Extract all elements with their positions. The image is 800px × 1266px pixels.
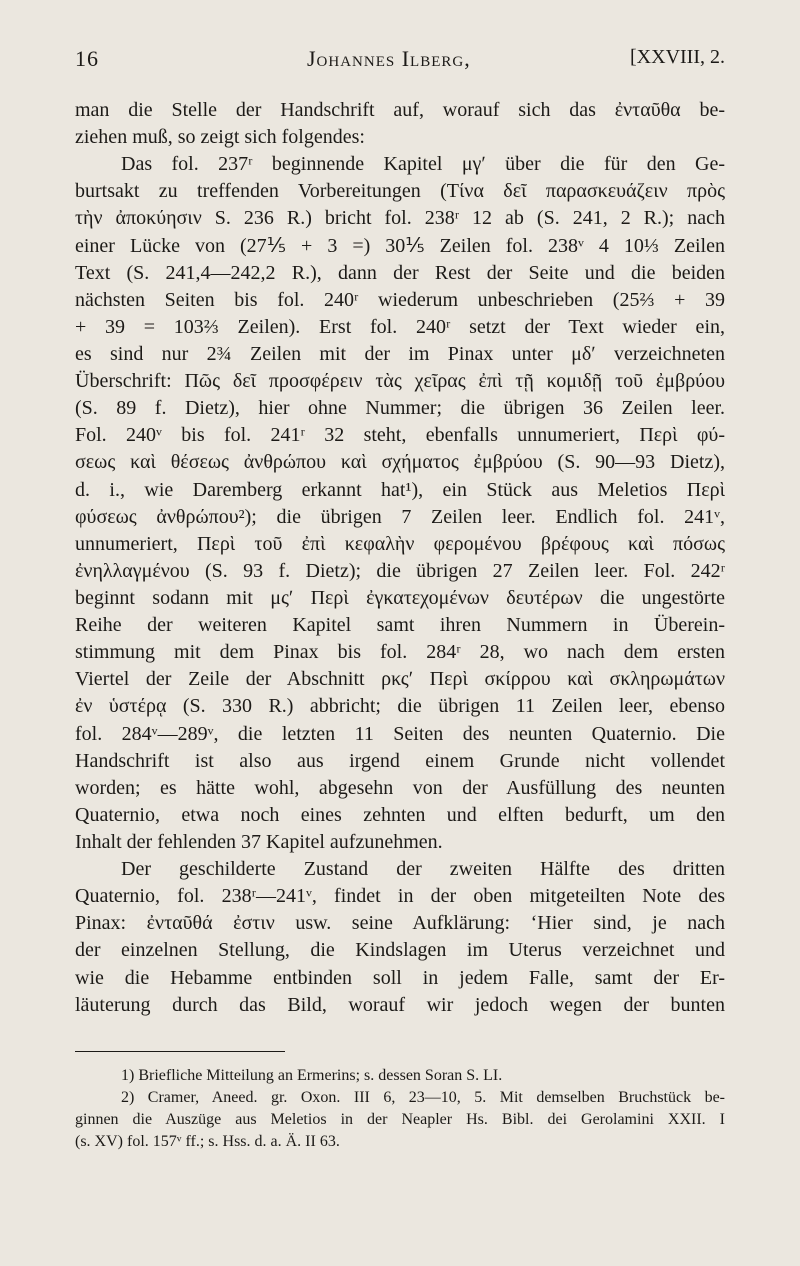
text-line: worden; es hätte wohl, abgesehn von der Ausfüllung des neunten [75, 776, 725, 799]
text-line: beginnt sodann mit μςʹ Περὶ ἐγκατεχομένων δευτέρων die ungestörte [75, 586, 725, 609]
text-line: Das fol. 237ʳ beginnende Kapitel μγʹ über die für den Ge- [121, 153, 725, 176]
text-line: Quaternio, etwa noch eines zehnten und elften bedurft, um den [75, 803, 725, 826]
page-number: 16 [75, 46, 99, 71]
text-line: Inhalt der fehlenden 37 Kapitel aufzunehmen. [75, 830, 443, 853]
text-line: Quaternio, fol. 238ʳ—241ᵛ, findet in der oben mitgeteilten Note des [75, 885, 725, 908]
footnote-line: 1) Briefliche Mitteilung an Ermerins; s. dessen Soran S. LI. [121, 1067, 503, 1084]
text-line: φύσεως ἀνθρώπου²); die übrigen 7 Zeilen leer. Endlich fol. 241ᵛ, [75, 505, 725, 528]
text-line: unnumeriert, Περὶ τοῦ ἐπὶ κεφαλὴν φερομένου βρέφους καὶ πόσως [75, 532, 725, 555]
text-line: man die Stelle der Handschrift auf, worauf sich das ἐνταῦθα be- [75, 99, 725, 121]
text-line: läuterung durch das Bild, worauf wir jedoch wegen der bunten [75, 993, 725, 1016]
footnotes [75, 1065, 725, 1153]
text-line: τὴν ἀποκύησιν S. 236 R.) bricht fol. 238ʳ 12 ab (S. 241, 2 R.); nach [75, 207, 725, 230]
text-line: einer Lücke von (27⅕ + 3 =) 30⅕ Zeilen fol. 238ᵛ 4 10⅓ Zeilen [75, 234, 725, 257]
text-line: stimmung mit dem Pinax bis fol. 284ʳ 28, wo nach dem ersten [75, 641, 725, 664]
text-line: Viertel der Zeile der Abschnitt ρκςʹ Περὶ σκίρρου καὶ σκληρωμάτων [75, 668, 725, 691]
text-line: ziehen muß, so zeigt sich folgendes: [75, 126, 365, 149]
text-line: Fol. 240ᵛ bis fol. 241ʳ 32 steht, ebenfalls unnumeriert, Περὶ φύ- [75, 424, 725, 447]
text-line: Der geschilderte Zustand der zweiten Hälfte des dritten [121, 858, 725, 881]
text-line: wie die Hebamme entbinden soll in jedem Falle, samt der Er- [75, 966, 725, 989]
main-text [75, 97, 725, 1019]
text-line: d. i., wie Daremberg erkannt hat¹), ein Stück aus Meletios Περὶ [75, 478, 725, 501]
text-line: ἐνηλλαγμένου (S. 93 f. Dietz); die übrigen 27 Zeilen leer. Fol. 242ʳ [75, 559, 725, 582]
text-line: es sind nur 2¾ Zeilen mit der im Pinax unter μδʹ verzeichneten [75, 342, 725, 365]
running-head [75, 46, 725, 76]
text-line: fol. 284ᵛ—289ᵛ, die letzten 11 Seiten des neunten Quaternio. Die [75, 722, 725, 745]
running-head-section: [XXVIII, 2. [630, 46, 725, 68]
text-line: ἐν ὑστέρᾳ (S. 330 R.) abbricht; die übrigen 11 Zeilen leer, ebenso [75, 695, 725, 718]
text-line: Überschrift: Πῶς δεῖ προσφέρειν τὰς χεῖρας ἐπὶ τῇ κομιδῇ τοῦ ἐμβρύου [75, 370, 725, 393]
text-line: (S. 89 f. Dietz), hier ohne Nummer; die übrigen 36 Zeilen leer. [75, 397, 725, 420]
footnote-line: 2) Cramer, Aneed. gr. Oxon. III 6, 23—10, 5. Mit demselben Bruchstück be- [121, 1089, 725, 1106]
footnote-rule [75, 1051, 285, 1052]
text-line: Reihe der weiteren Kapitel samt ihren Nummern in Überein- [75, 614, 725, 637]
footnote-line: (s. XV) fol. 157ᵛ ff.; s. Hss. d. a. Ä. II 63. [75, 1133, 340, 1150]
text-line: Handschrift ist also aus irgend einem Grunde nicht vollendet [75, 749, 725, 772]
running-head-author: Johannes Ilberg, [307, 46, 471, 71]
text-line: nächsten Seiten bis fol. 240ʳ wiederum unbeschrieben (25⅔ + 39 [75, 288, 725, 311]
footnote-line: ginnen die Auszüge aus Meletios in der Neapler Hs. Bibl. dei Gerolamini XXII. I [75, 1111, 725, 1128]
text-line: Pinax: ἐνταῦθά ἐστιν usw. seine Aufklärung: ‘Hier sind, je nach [75, 912, 725, 935]
text-line: σεως καὶ θέσεως ἀνθρώπου καὶ σχήματος ἐμβρύου (S. 90—93 Dietz), [75, 451, 725, 474]
text-line: burtsakt zu treffenden Vorbereitungen (Τίνα δεῖ παρασκευάζειν πρὸς [75, 180, 725, 203]
text-line: der einzelnen Stellung, die Kindslagen im Uterus verzeichnet und [75, 939, 725, 962]
text-line: + 39 = 103⅔ Zeilen). Erst fol. 240ʳ setzt der Text wieder ein, [75, 315, 725, 338]
text-line: Text (S. 241,4—242,2 R.), dann der Rest der Seite und die beiden [75, 261, 725, 284]
